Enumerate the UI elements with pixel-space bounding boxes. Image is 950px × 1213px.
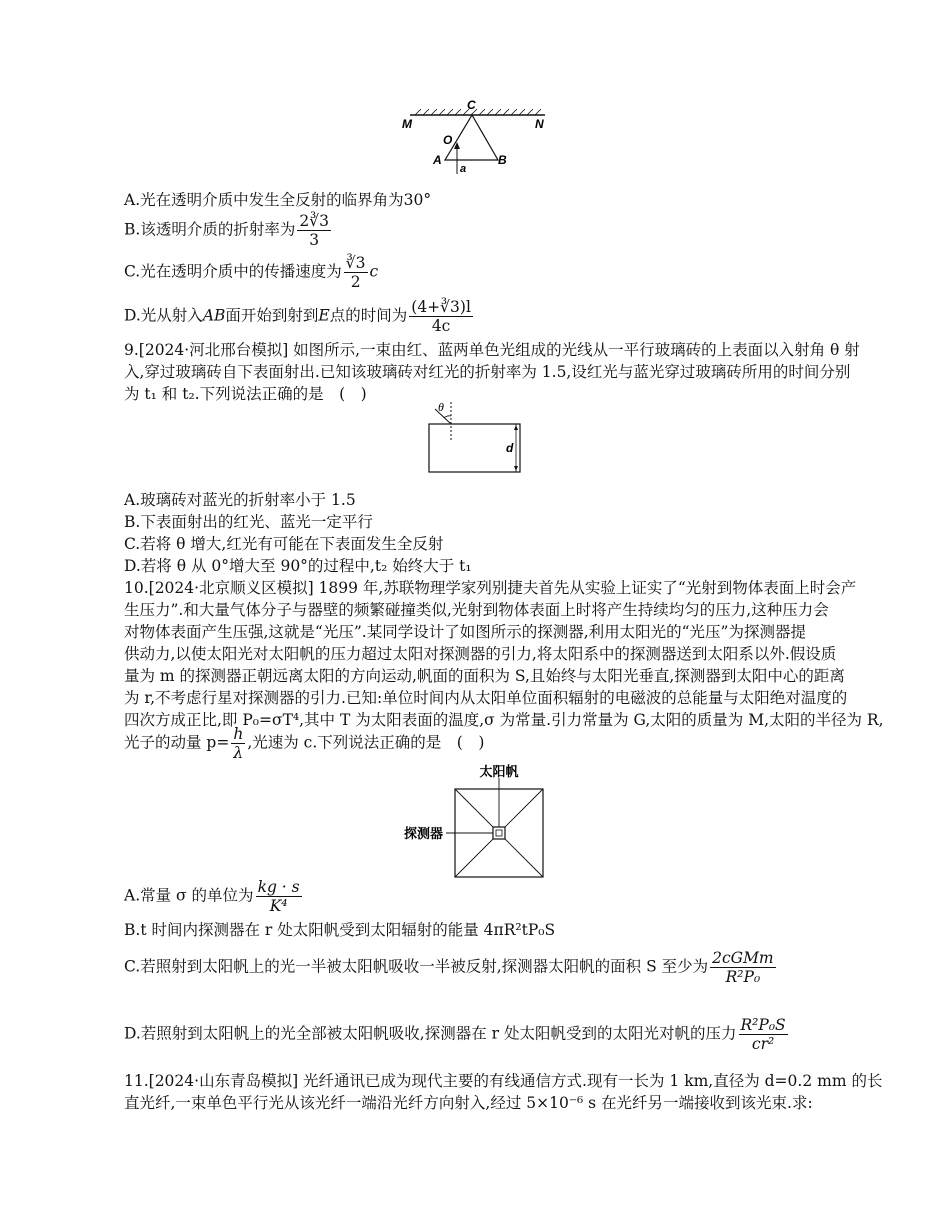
label-a-ray: a [460,163,467,175]
q10-a-num: kg · s [257,878,300,896]
q8-b-num: 2∛3 [299,212,329,230]
q8-d-den: 4c [431,317,451,335]
q10-c-den: R²P₀ [725,968,761,986]
q10-stem-line1: 10.[2024·北京顺义区模拟] 1899 年,苏联物理学家列别捷夫首先从实验上证实了“光射到物体表面上时会产 [124,579,857,597]
q10-line8-text: 光子的动量 p= [124,733,230,752]
q8-d-num: (4+∛3)l [411,298,471,316]
q10-option-b: B.t 时间内探测器在 r 处太阳帆受到太阳辐射的能量 4πR²tP₀S [124,921,556,939]
q9-stem-line2: 入,穿过玻璃砖自下表面射出.已知该玻璃砖对红光的折射率为 1.5,设红光与蓝光穿过玻璃砖所用的时间分别 [124,363,851,381]
q8-option-b [124,212,333,249]
label-probe: 探测器 [404,827,444,842]
q9-option-d: D.若将 θ 从 0°增大至 90°的过程中,t₂ 始终大于 t₁ [124,557,472,575]
q10-stem-line6: 为 r,不考虑行星对探测器的引力.已知:单位时间内从太阳单位面积辐射的电磁波的总能量与太阳绝对温度的 [124,689,848,707]
q11-stem-line1: 11.[2024·山东青岛模拟] 光纤通讯已成为现代主要的有线通信方式.现有一长为 1 km,直径为 d=0.2 mm 的长 [124,1072,883,1090]
q9-stem-line1: 9.[2024·河北邢台模拟] 如图所示,一束由红、蓝两单色光组成的光线从一平行玻璃砖的上表面以入射角 θ 射 [124,341,860,359]
q8-option-d [124,298,475,335]
q8-d-ab: AB [202,306,226,325]
q10-line8-den: λ [233,744,244,762]
q10-d-num: R²P₀S [740,1016,786,1034]
q8-d-text: D.光从射入 [124,306,203,325]
label-c: C [467,98,476,112]
q9-option-b: B.下表面射出的红光、蓝光一定平行 [124,513,373,531]
label-theta: θ [438,400,444,414]
label-a: A [433,153,442,167]
q10-option-d [124,1016,790,1053]
q10-option-c [124,949,778,986]
q8-d-e: E [318,306,330,325]
q10-line8-text2: ,光速为 c.下列说法正确的是 ( ) [247,733,485,752]
q10-stem-line5: 量为 m 的探测器正朝远离太阳的方向运动,帆面的面积为 S,且始终与太阳光垂直,探测器到太阳中心的距离 [124,667,845,685]
label-b: B [498,153,507,167]
q10-line8-num: h [233,725,244,743]
glass-brick-figure [420,396,530,478]
label-m: M [402,117,412,131]
q10-a-den: K⁴ [269,897,288,915]
label-d: d [506,441,514,455]
solar-sail-figure [400,762,550,880]
q9-option-c: C.若将 θ 增大,红光有可能在下表面发生全反射 [124,535,444,553]
q8-d-text3: 点的时间为 [329,306,408,325]
q10-stem-line3: 对物体表面产生压强,这就是“光压”.某同学设计了如图所示的探测器,利用太阳光的“光压”为探测器提 [124,623,806,641]
q8-c-text: C.光在透明介质中的传播速度为 [124,262,342,281]
q8-option-a: A.光在透明介质中发生全反射的临界角为30° [124,191,432,209]
label-solar-sail: 太阳帆 [479,765,519,780]
q10-stem-line8 [124,725,484,762]
q9-option-a: A.玻璃砖对蓝光的折射率小于 1.5 [124,491,356,509]
q8-c-den: 2 [350,273,361,291]
q9-stem-line3: 为 t₁ 和 t₂.下列说法正确的是 ( ) [124,385,367,403]
q10-stem-line7: 四次方成正比,即 P₀=σT⁴,其中 T 为太阳表面的温度,σ 为常量.引力常量为 G,太阳的质量为 M,太阳的半径为 R, [124,711,884,729]
q10-stem-line4: 供动力,以使太阳光对太阳帆的压力超过太阳对探测器的引力,将太阳系中的探测器送到太阳系以外.假设质 [124,645,837,663]
label-n: N [535,117,544,131]
q10-d-den: cr² [751,1035,775,1053]
q10-d-text: D.若照射到太阳帆上的光全部被太阳帆吸收,探测器在 r 处太阳帆受到的太阳光对帆的压力 [124,1024,737,1043]
q8-c-num: ∛3 [345,254,366,272]
q8-b-text: B.该透明介质的折射率为 [124,220,296,239]
q10-option-a [124,878,304,915]
q8-b-den: 3 [309,231,320,249]
q11-stem-line2: 直光纤,一束单色平行光从该光纤一端沿光纤方向射入,经过 5×10⁻⁶ s 在光纤另一端接收到该光束.求: [124,1094,813,1112]
q8-option-c [124,254,378,291]
q8-c-post: c [369,262,379,281]
q8-d-text2: 面开始到射到 [225,306,319,325]
q10-a-text: A.常量 σ 的单位为 [124,886,254,905]
q10-c-num: 2cGMm [712,949,774,967]
prism-figure [395,98,555,178]
q10-stem-line2: 生压力”.和大量气体分子与器壁的频繁碰撞类似,光射到物体表面上时将产生持续均匀的压力,这种压力会 [124,601,829,619]
q10-c-text: C.若照射到太阳帆上的光一半被太阳帆吸收一半被反射,探测器太阳帆的面积 S 至少为 [124,957,709,976]
label-o: O [443,133,453,147]
